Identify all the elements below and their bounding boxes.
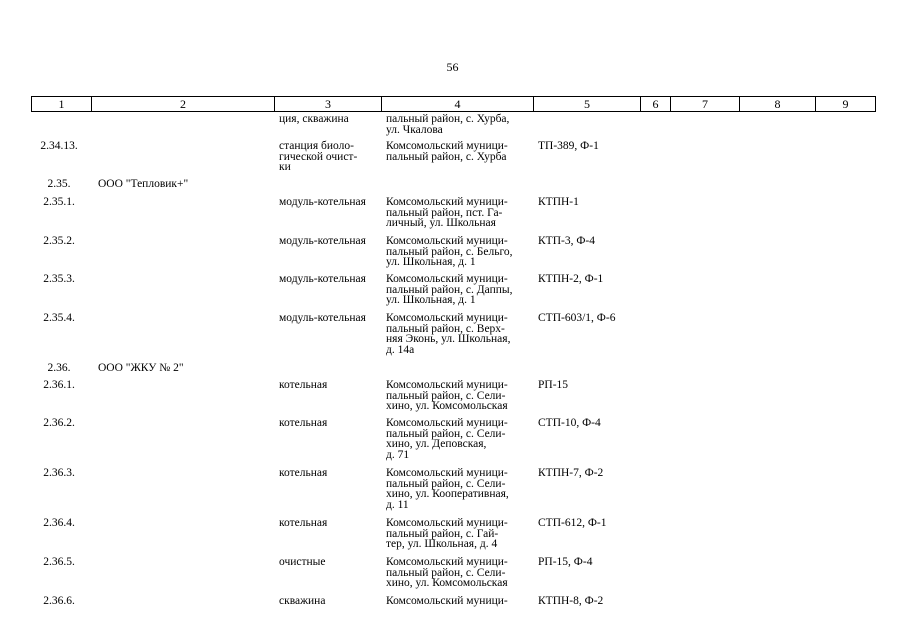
header-col-3: 3 bbox=[275, 97, 382, 111]
row-object: модуль-котельная bbox=[279, 312, 366, 324]
row-number: 2.35. bbox=[47, 178, 71, 190]
row-organization: ООО "Тепловик+" bbox=[98, 178, 189, 190]
row-address: Комсомольский муници- пальный район, с. Бельго, ул. Школьная, д. 1 bbox=[386, 235, 513, 268]
header-col-7: 7 bbox=[671, 97, 740, 111]
row-address: Комсомольский муници- пальный район, с. Гай- тер, ул. Школьная, д. 4 bbox=[386, 517, 508, 550]
row-number: 2.36.1. bbox=[43, 379, 75, 391]
row-object: станция биоло- гической очист- ки bbox=[279, 140, 358, 173]
header-col-9: 9 bbox=[842, 97, 849, 111]
row-object: модуль-котельная bbox=[279, 196, 366, 208]
row-number: 2.36.2. bbox=[43, 417, 75, 429]
row-object: котельная bbox=[279, 379, 328, 391]
row-power-source: СТП-603/1, Ф-6 bbox=[538, 312, 616, 324]
row-address: Комсомольский муници- пальный район, с. Верх- няя Эконь, ул. Школьная, д. 14а bbox=[386, 312, 511, 356]
row-number: 2.35.4. bbox=[43, 312, 75, 324]
page-number: 56 bbox=[446, 60, 459, 74]
row-power-source: РП-15 bbox=[538, 379, 569, 391]
row-number: 2.36.5. bbox=[43, 556, 75, 568]
row-organization: ООО "ЖКУ № 2" bbox=[98, 362, 184, 374]
row-number: 2.36.3. bbox=[43, 467, 75, 479]
row-address: Комсомольский муници- пальный район, с. Сели- хино, ул. Кооперативная, д. 11 bbox=[386, 467, 509, 511]
header-col-8: 8 bbox=[740, 97, 816, 111]
row-address: Комсомольский муници- bbox=[386, 595, 508, 607]
row-power-source: КТПН-7, Ф-2 bbox=[538, 467, 604, 479]
row-number: 2.35.1. bbox=[43, 196, 75, 208]
row-address: Комсомольский муници- пальный район, с. Сели- хино, ул. Комсомольская bbox=[386, 379, 508, 412]
row-number: 2.35.2. bbox=[43, 235, 75, 247]
row-number: 2.36. bbox=[47, 362, 71, 374]
row-object: котельная bbox=[279, 467, 328, 479]
header-col-4: 4 bbox=[382, 97, 534, 111]
row-address: Комсомольский муници- пальный район, с. Хурба bbox=[386, 140, 508, 163]
header-col-5: 5 bbox=[534, 97, 641, 111]
header-col-2: 2 bbox=[92, 97, 275, 111]
row-power-source: СТП-10, Ф-4 bbox=[538, 417, 601, 429]
row-power-source: КТПН-2, Ф-1 bbox=[538, 273, 604, 285]
header-col-1: 1 bbox=[32, 97, 92, 111]
row-object: котельная bbox=[279, 417, 328, 429]
row-power-source: РП-15, Ф-4 bbox=[538, 556, 593, 568]
row-number: 2.36.6. bbox=[43, 595, 75, 607]
row-address: Комсомольский муници- пальный район, с. Сели- хино, ул. Комсомольская bbox=[386, 556, 508, 589]
row-object: модуль-котельная bbox=[279, 235, 366, 247]
row-number: 2.35.3. bbox=[43, 273, 75, 285]
row-number: 2.34.13. bbox=[40, 140, 78, 152]
row-power-source: КТПН-1 bbox=[538, 196, 579, 208]
row-address: Комсомольский муници- пальный район, с. Сели- хино, ул. Деповская, д. 71 bbox=[386, 417, 508, 461]
row-power-source: СТП-612, Ф-1 bbox=[538, 517, 607, 529]
header-col-6: 6 bbox=[641, 97, 671, 111]
row-address: Комсомольский муници- пальный район, с. Даппы, ул. Школьная, д. 1 bbox=[386, 273, 513, 306]
row-address: Комсомольский муници- пальный район, пст. Га- личный, ул. Школьная bbox=[386, 196, 508, 229]
row-number: 2.36.4. bbox=[43, 517, 75, 529]
row-object: очистные bbox=[279, 556, 326, 568]
row-object: ция, скважина bbox=[279, 113, 349, 125]
row-object: котельная bbox=[279, 517, 328, 529]
row-object: скважина bbox=[279, 595, 326, 607]
row-power-source: КТП-3, Ф-4 bbox=[538, 235, 595, 247]
row-power-source: ТП-389, Ф-1 bbox=[538, 140, 599, 152]
row-object: модуль-котельная bbox=[279, 273, 366, 285]
row-power-source: КТПН-8, Ф-2 bbox=[538, 595, 604, 607]
row-address: пальный район, с. Хурба, ул. Чкалова bbox=[386, 113, 510, 136]
